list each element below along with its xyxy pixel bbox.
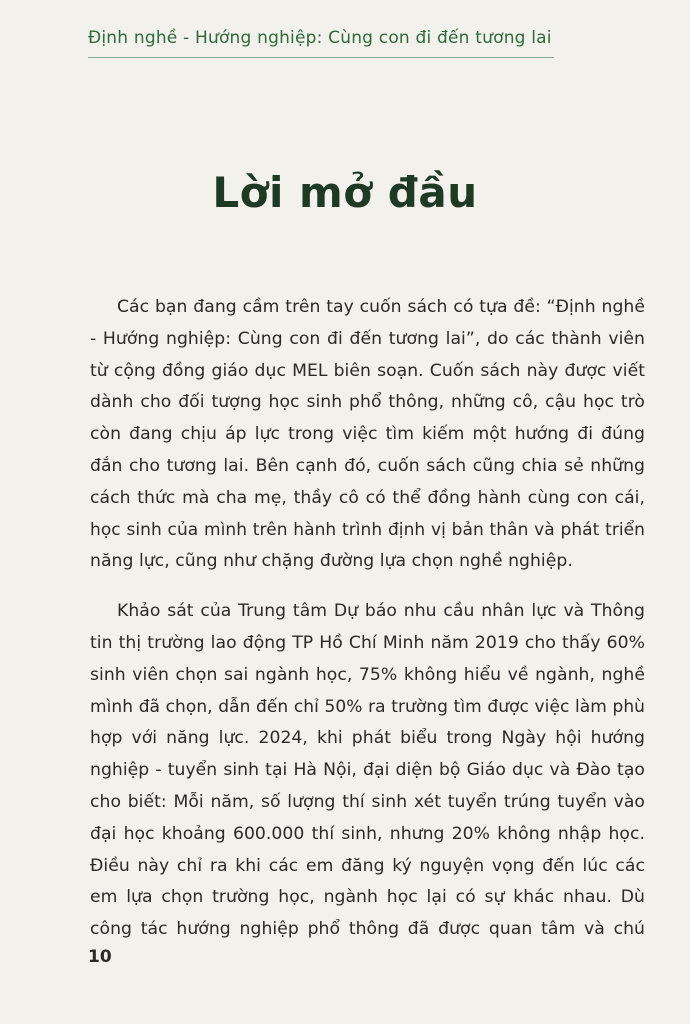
text-line: sinh viên chọn sai ngành học, 75% không hiểu về ngành, nghề: [90, 664, 645, 685]
text-line: công tác hướng nghiệp phổ thông đã được quan tâm và chú: [90, 919, 645, 940]
text-line: Các bạn đang cầm trên tay cuốn sách có tựa đề: “Định nghề: [117, 297, 645, 317]
text-line: đắn cho tương lai. Bên cạnh đó, cuốn sách cũng chia sẻ những: [90, 455, 645, 476]
text-line: - Hướng nghiệp: Cùng con đi đến tương lai”, do các thành viên: [90, 328, 645, 349]
text-line: mình đã chọn, dẫn đến chỉ 50% ra trường tìm được việc làm phù: [90, 696, 645, 717]
text-line: Khảo sát của Trung tâm Dự báo nhu cầu nhân lực và Thông: [117, 601, 645, 622]
text-line: Điều này chỉ ra khi các em đăng ký nguyện vọng đến lúc các: [90, 855, 645, 876]
text-line: từ cộng đồng giáo dục MEL biên soạn. Cuốn sách này được viết: [90, 360, 645, 381]
text-line: đại học khoảng 600.000 thí sinh, nhưng 20% không nhập học.: [90, 823, 645, 844]
text-line: còn đang chịu áp lực trong việc tìm kiếm một hướng đi đúng: [90, 424, 645, 445]
text-line: năng lực, cũng như chặng đường lựa chọn nghề nghiệp.: [90, 551, 573, 572]
text-line: cách thức mà cha mẹ, thầy cô có thể đồng hành cùng con cái,: [90, 487, 645, 508]
text-line: cho biết: Mỗi năm, số lượng thí sinh xét tuyển trúng tuyển vào: [90, 791, 645, 812]
text-line: em lựa chọn trường học, ngành học lại có sự khác nhau. Dù: [90, 887, 645, 908]
page-number: 10: [88, 947, 112, 967]
text-line: nghiệp - tuyển sinh tại Hà Nội, đại diện bộ Giáo dục và Đào tạo: [90, 760, 645, 781]
paragraph-2: [90, 596, 645, 946]
text-line: tin thị trường lao động TP Hồ Chí Minh năm 2019 cho thấy 60%: [90, 632, 645, 653]
chapter-title: Lời mở đầu: [212, 168, 478, 217]
text-line: dành cho đối tượng học sinh phổ thông, những cô, cậu học trò: [90, 392, 645, 413]
running-header: Định nghề - Hướng nghiệp: Cùng con đi đến tương lai: [88, 28, 552, 48]
text-line: hợp với năng lực. 2024, khi phát biểu trong Ngày hội hướng: [90, 728, 645, 749]
paragraph-spacer: [90, 578, 645, 596]
paragraph-1: [90, 292, 645, 578]
text-line: học sinh của mình trên hành trình định vị bản thân và phát triển: [90, 519, 645, 540]
body-text: [90, 292, 645, 946]
header-rule: [88, 57, 554, 58]
